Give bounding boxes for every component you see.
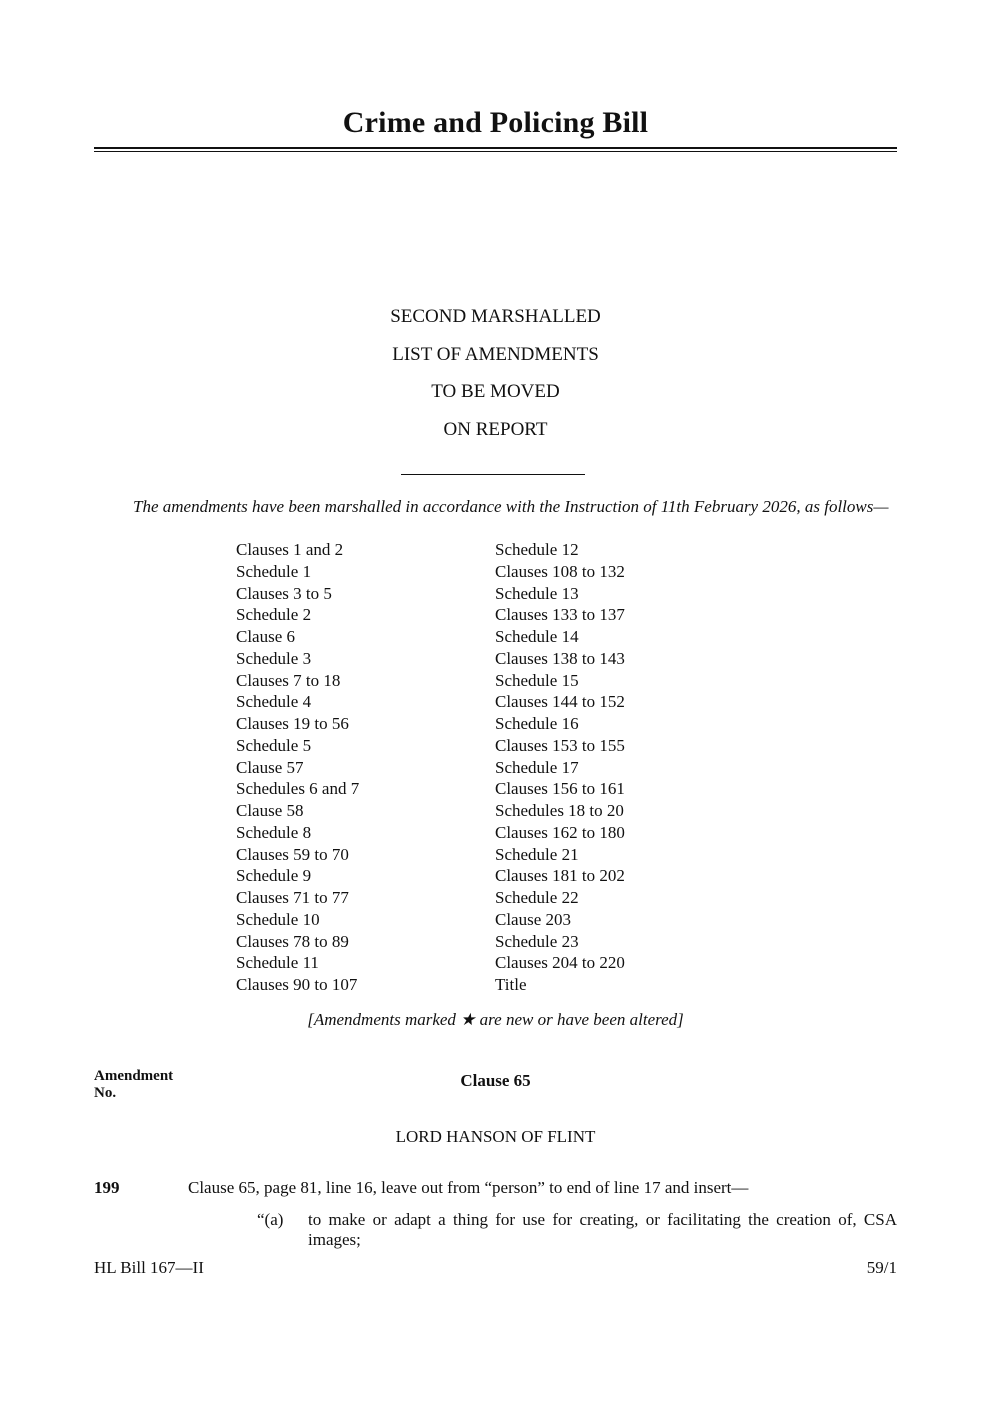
marshalling-item: Schedule 11 <box>236 953 319 973</box>
marshalling-item: Clauses 59 to 70 <box>236 844 349 864</box>
page-reference: 59/1 <box>866 1258 897 1277</box>
document-title: Crime and Policing Bill <box>342 106 649 139</box>
marshalling-item: Clauses 7 to 18 <box>236 670 341 690</box>
marshalling-item: Schedule 16 <box>495 714 579 733</box>
marshalling-item: Schedule 5 <box>236 735 312 755</box>
marshalling-item: Schedule 10 <box>236 909 320 929</box>
marshalling-item: Clauses 3 to 5 <box>236 583 332 603</box>
amendment-label-line: No. <box>94 1085 117 1101</box>
marshalling-item: Clauses 153 to 155 <box>495 735 625 755</box>
marshalling-item: Schedule 3 <box>236 648 312 668</box>
title-rule-thin <box>94 151 897 152</box>
section-divider <box>401 474 585 475</box>
clause-heading: Clause 65 <box>460 1071 531 1090</box>
marshalling-item: Schedule 14 <box>495 627 579 646</box>
marshalling-item: Clauses 133 to 137 <box>495 605 625 625</box>
headline-line: SECOND MARSHALLED <box>390 306 601 327</box>
paragraph-label: “(a) <box>257 1210 284 1229</box>
marshalling-item: Clause 57 <box>236 757 304 777</box>
marshalling-column-1 <box>236 539 359 996</box>
bill-reference: HL Bill 167—II <box>94 1258 204 1277</box>
marshalling-item: Clauses 138 to 143 <box>495 648 625 668</box>
marshalling-column-2 <box>495 539 625 996</box>
marshalling-item: Clauses 90 to 107 <box>236 975 358 994</box>
altered-amendments-note: [Amendments marked ★ are new or have been altered] <box>307 1010 684 1029</box>
amendment-mover: LORD HANSON OF FLINT <box>395 1127 596 1146</box>
marshalling-item: Schedules 6 and 7 <box>236 779 360 799</box>
marshalling-item: Schedule 8 <box>236 822 312 842</box>
headline-line: ON REPORT <box>443 418 548 440</box>
headline-line: TO BE MOVED <box>431 381 560 402</box>
marshalling-item: Schedule 22 <box>495 888 579 907</box>
amendment-number: 199 <box>94 1178 120 1197</box>
headline-line: LIST OF AMENDMENTS <box>392 343 599 365</box>
marshalling-item: Schedule 1 <box>236 561 312 581</box>
marshalling-item: Clause 58 <box>236 801 304 820</box>
marshalling-item: Clause 203 <box>495 909 572 929</box>
marshalling-item: Clauses 19 to 56 <box>236 714 349 733</box>
marshalling-item: Clauses 108 to 132 <box>495 561 625 581</box>
amendment-text: Clause 65, page 81, line 16, leave out from “person” to end of line 17 and insert— <box>188 1178 749 1197</box>
marshalling-item: Clauses 181 to 202 <box>495 866 625 886</box>
marshalling-item: Schedule 23 <box>495 931 579 951</box>
marshalling-item: Clauses 156 to 161 <box>495 779 625 799</box>
marshalling-item: Schedule 2 <box>236 605 312 625</box>
marshalling-item: Schedule 12 <box>495 540 579 559</box>
marshalling-item: Clauses 204 to 220 <box>495 953 625 973</box>
marshalling-item: Schedule 15 <box>495 670 579 690</box>
marshalling-item: Clauses 78 to 89 <box>236 931 349 951</box>
marshalling-item: Schedule 9 <box>236 866 312 886</box>
marshalling-item: Clauses 162 to 180 <box>495 822 625 842</box>
marshalling-item: Title <box>495 975 527 994</box>
marshalling-item: Schedule 21 <box>495 844 579 864</box>
marshalling-intro: The amendments have been marshalled in accordance with the Instruction of 11th February 2026, as follows— <box>133 497 889 516</box>
marshalling-item: Schedule 17 <box>495 757 579 777</box>
marshalling-item: Schedule 4 <box>236 692 312 712</box>
marshalling-item: Schedule 13 <box>495 583 579 603</box>
title-rule-thick <box>94 147 897 149</box>
document-headlines <box>94 303 897 453</box>
marshalling-item: Clauses 1 and 2 <box>236 540 344 559</box>
marshalling-item: Clauses 144 to 152 <box>495 692 625 712</box>
amendment-label-line: Amendment <box>94 1068 174 1084</box>
paragraph-text: to make or adapt a thing for use for creating, or facilitating the creation of, CSA images; <box>308 1210 897 1249</box>
marshalling-item: Clause 6 <box>236 627 296 646</box>
marshalling-item: Schedules 18 to 20 <box>495 801 624 820</box>
marshalling-item: Clauses 71 to 77 <box>236 888 349 907</box>
